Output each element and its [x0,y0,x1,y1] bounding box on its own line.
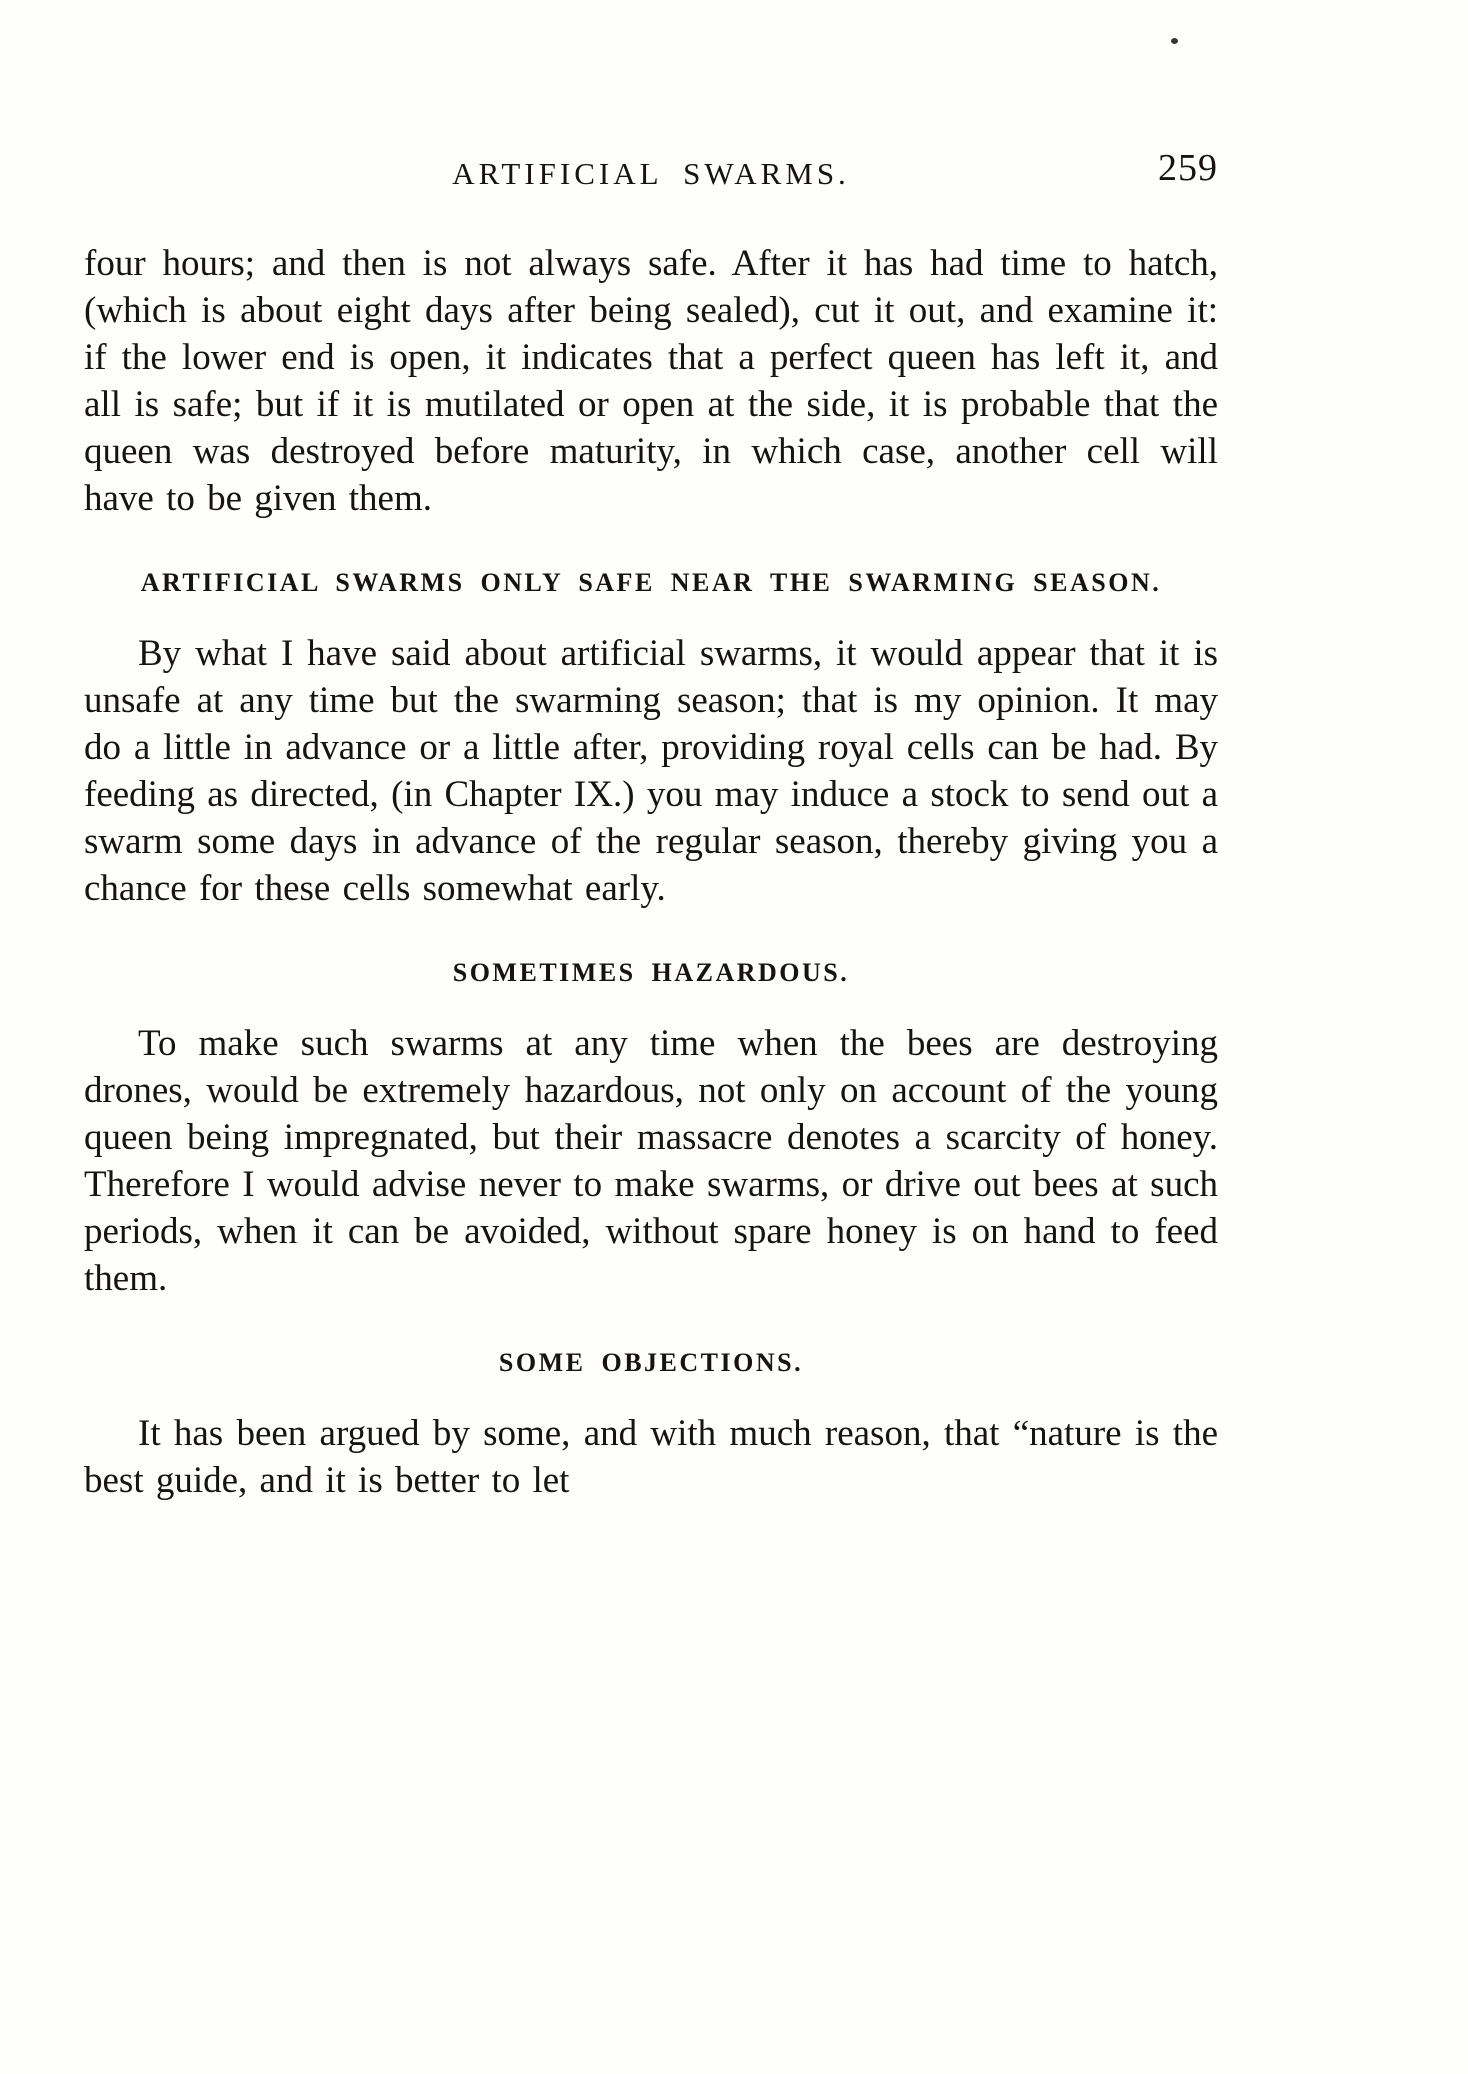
page-header [84,147,1218,202]
section-heading: SOME OBJECTIONS. [498,1348,804,1377]
section-heading: ARTIFICIAL SWARMS ONLY SAFE NEAR THE SWARMING SEASON. [140,568,1162,597]
running-title: ARTIFICIAL SWARMS. [452,156,850,191]
body-paragraph: To make such swarms at any time when the bees are destroying drones, would be extremely hazardous, not only on account of the young queen being impregnated, but their massacre denotes a scarcity of honey. Therefore I would advise never to make swarms, or drive out bees at such periods, when it can be avoided, without spare honey is on hand to feed them. [84,1023,1218,1299]
body-paragraph: It has been argued by some, and with much reason, that “nature is the best guide, and it is better to let [84,1413,1218,1501]
body-paragraph: By what I have said about artificial swarms, it would appear that it is unsafe at any time but the swarming season; that is my opinion. It may do a little in advance or a little after, providing royal cells can be had. By feeding as directed, (in Chapter IX.) you may induce a stock to send out a swarm some days in advance of the regular season, thereby giving you a chance for these cells somewhat early. [84,633,1218,909]
section-heading: SOMETIMES HAZARDOUS. [452,958,850,987]
body-paragraph: four hours; and then is not always safe. After it has had time to hatch, (which is about eight days after being sealed), cut it out, and examine it: if the lower end is open, it indicates that a perfect queen has left it, and all is safe; but if it is mutilated or open at the side, it is probable that the queen was destroyed before maturity, in which case, another cell will have to be given them. [84,243,1218,519]
page-number: 259 [1158,147,1218,189]
scan-speck [1171,38,1178,44]
